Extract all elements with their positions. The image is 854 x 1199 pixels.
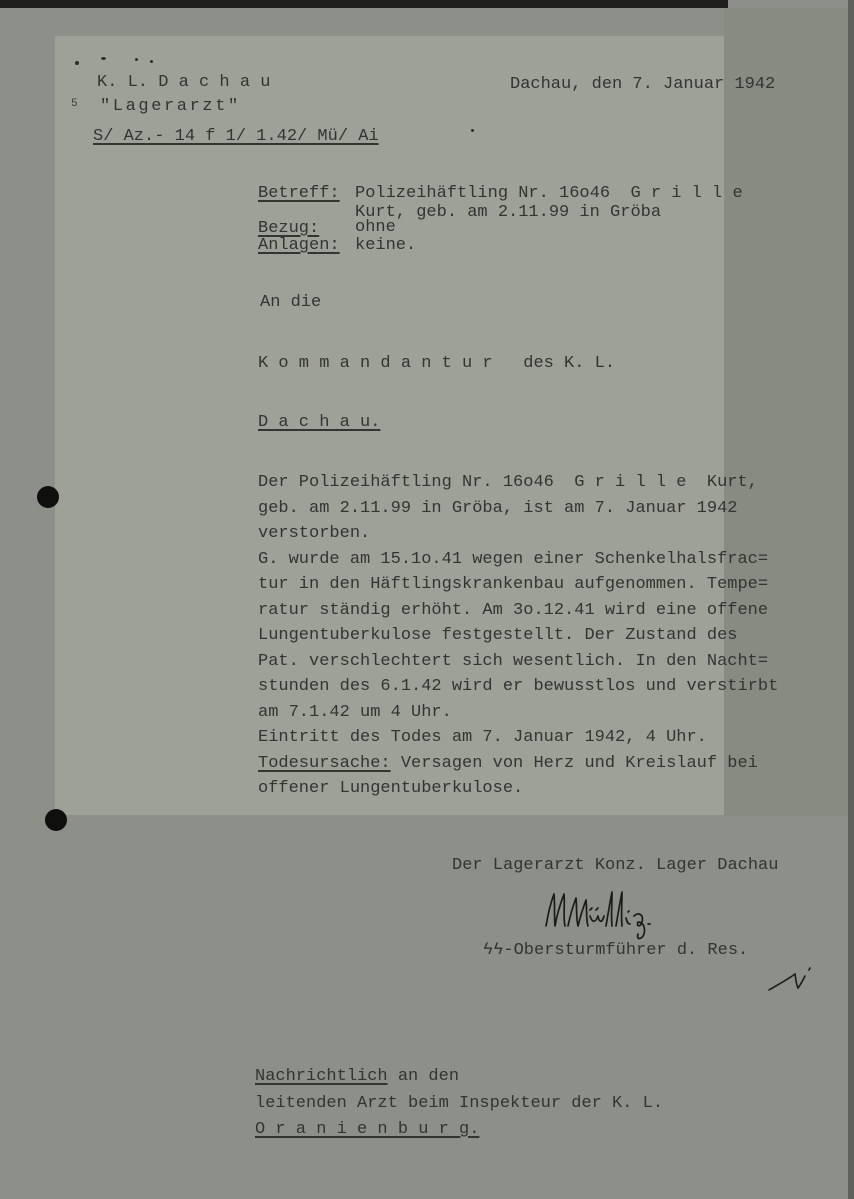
department-line: "Lagerarzt" — [100, 97, 241, 116]
bezug-value: ohne — [355, 218, 396, 237]
stray-dot — [135, 58, 138, 61]
copy-note-label-rest: an den — [387, 1067, 460, 1086]
anlagen-value: keine. — [355, 236, 417, 255]
body-line: G. wurde am 15.1o.41 wegen einer Schenkelhalsfrac= — [258, 549, 769, 569]
signatory-rank: ϟϟ-Obersturmführer d. Res. — [483, 941, 749, 960]
body-line: stunden des 6.1.42 wird er bewusstlos und verstirbt — [258, 677, 779, 696]
cause-of-death-line — [258, 751, 778, 777]
body-line: verstorben. — [258, 524, 371, 543]
body-line: tur in den Häftlingskrankenbau aufgenommen. Tempe= — [258, 575, 769, 594]
bezug-label: Bezug: — [258, 219, 320, 238]
scan-top-edge — [0, 0, 728, 8]
copy-note-line2: leitenden Arzt beim Inspekteur der K. L. — [255, 1094, 664, 1113]
punch-hole-lower — [45, 809, 67, 831]
anlagen-label: Anlagen: — [258, 236, 340, 255]
scan-right-edge — [848, 0, 854, 1199]
addressee-recipient: K o m m a n d a n t u r des K. L. — [258, 354, 616, 373]
place-date: Dachau, den 7. Januar 1942 — [510, 75, 776, 94]
body-line: Pat. verschlechtert sich wesentlich. In den Nacht= — [258, 651, 769, 671]
stray-dot — [471, 129, 474, 132]
handwritten-signature — [540, 886, 680, 942]
office-line: K. L. D a c h a u — [97, 73, 271, 92]
copy-note-city: O r a n i e n b u r g. — [255, 1120, 480, 1139]
body-line: Eintritt des Todes am 7. Januar 1942, 4 Uhr. — [258, 728, 707, 747]
margin-number: 5 — [71, 98, 78, 110]
addressee-city: D a c h a u. — [258, 413, 381, 432]
body-line: Der Polizeihäftling Nr. 16o46 G r i l l e Kurt, — [258, 473, 758, 492]
addressee-intro: An die — [260, 293, 322, 312]
cause-of-death-text: Versagen von Herz und Kreislauf bei — [390, 753, 758, 773]
stray-dot — [75, 61, 79, 65]
punch-hole-upper — [37, 486, 59, 508]
betreff-text: Polizeihäftling Nr. 16o46 G r i l l e — [355, 184, 743, 203]
body-line: geb. am 2.11.99 in Gröba, ist am 7. Januar 1942 — [258, 498, 738, 518]
handwritten-margin-mark — [765, 962, 820, 994]
body-line: Lungentuberkulose festgestellt. Der Zustand des — [258, 626, 738, 645]
stray-dot — [101, 57, 106, 60]
reference-line: S/ Az.- 14 f 1/ 1.42/ Mü/ Ai — [93, 127, 379, 146]
body-line: ratur ständig erhöht. Am 3o.12.41 wird eine offene — [258, 600, 769, 620]
stray-dot — [150, 60, 153, 63]
copy-note-label: Nachrichtlich — [255, 1067, 388, 1086]
copy-note-line1 — [255, 1066, 459, 1088]
signature-title: Der Lagerarzt Konz. Lager Dachau — [452, 856, 779, 875]
body-line: offener Lungentuberkulose. — [258, 779, 524, 798]
body-line: am 7.1.42 um 4 Uhr. — [258, 702, 452, 722]
cause-of-death-label: Todesursache: — [258, 753, 391, 773]
letter-body — [258, 470, 778, 802]
betreff-label: Betreff: — [258, 184, 340, 203]
betreff-text-2: Kurt, geb. am 2.11.99 in Gröba — [355, 203, 662, 222]
